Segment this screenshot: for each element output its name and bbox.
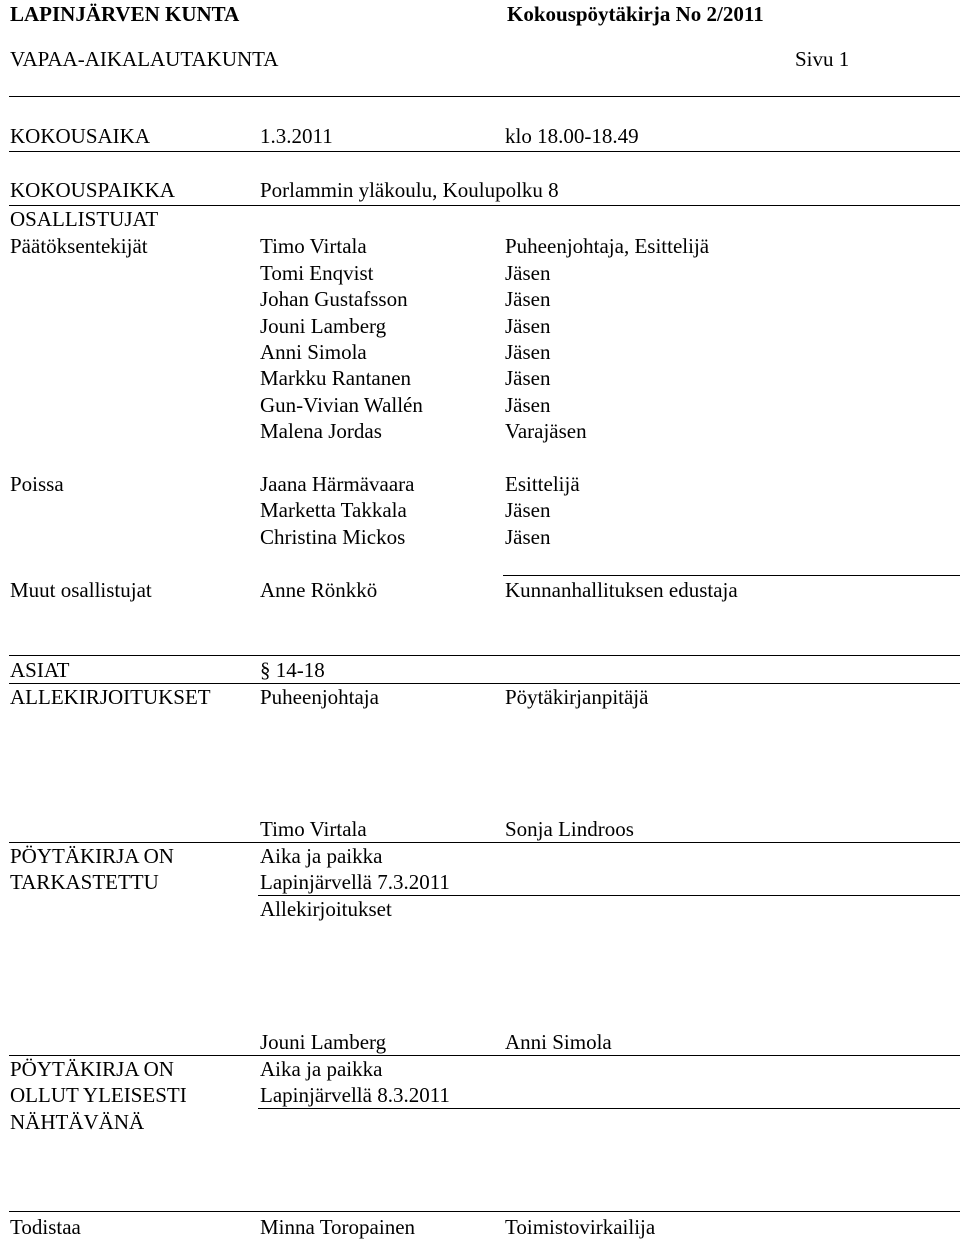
matters-label: ASIAT — [10, 658, 70, 682]
org-name: LAPINJÄRVEN KUNTA — [10, 2, 240, 26]
decider-role: Jäsen — [505, 393, 551, 417]
absent-role: Jäsen — [505, 525, 551, 549]
chair-name: Timo Virtala — [260, 817, 367, 841]
decider-name: Malena Jordas — [260, 419, 382, 443]
time-divider — [9, 151, 960, 152]
meeting-date: 1.3.2011 — [260, 124, 333, 148]
matters-range: § 14-18 — [260, 658, 325, 682]
document-title: Kokouspöytäkirja No 2/2011 — [507, 2, 764, 26]
meeting-place: Porlammin yläkoulu, Koulupolku 8 — [260, 178, 559, 202]
committee-name: VAPAA-AIKALAUTAKUNTA — [10, 47, 279, 71]
checked-label-line1: PÖYTÄKIRJA ON — [10, 844, 174, 868]
decider-name: Timo Virtala — [260, 234, 367, 258]
checked-sign-divider — [258, 895, 960, 896]
decider-role: Varajäsen — [505, 419, 587, 443]
public-label-line3: NÄHTÄVÄNÄ — [10, 1110, 145, 1134]
meeting-clock: klo 18.00-18.49 — [505, 124, 639, 148]
decider-role: Jäsen — [505, 314, 551, 338]
decider-name: Markku Rantanen — [260, 366, 412, 390]
checker-name: Jouni Lamberg — [260, 1030, 387, 1054]
signatures-label: ALLEKIRJOITUKSET — [10, 685, 211, 709]
public-sign-divider — [258, 1108, 960, 1109]
secretary-name: Sonja Lindroos — [505, 817, 634, 841]
checked-top-divider — [9, 842, 960, 843]
other-participant-name: Anne Rönkkö — [260, 578, 378, 602]
certify-name: Minna Toropainen — [260, 1215, 416, 1239]
decider-name: Gun-Vivian Wallén — [260, 393, 423, 417]
secretary-label: Pöytäkirjanpitäjä — [505, 685, 649, 709]
public-top-divider — [9, 1055, 960, 1056]
public-time-place-label: Aika ja paikka — [260, 1057, 383, 1081]
place-divider — [9, 205, 960, 206]
decider-role: Jäsen — [505, 340, 551, 364]
absent-role: Esittelijä — [505, 472, 580, 496]
others-divider — [503, 575, 960, 576]
certify-title: Toimistovirkailija — [505, 1215, 656, 1239]
decider-role: Jäsen — [505, 287, 551, 311]
matters-bottom-divider — [9, 683, 960, 684]
absent-role: Jäsen — [505, 498, 551, 522]
header-divider — [9, 96, 960, 97]
meeting-time-label: KOKOUSAIKA — [10, 124, 150, 148]
page-number: Sivu 1 — [795, 47, 850, 71]
public-label-line2: OLLUT YLEISESTI — [10, 1083, 187, 1107]
decider-name: Anni Simola — [260, 340, 367, 364]
participants-title: OSALLISTUJAT — [10, 207, 159, 231]
checked-signatures-label: Allekirjoitukset — [260, 897, 392, 921]
absent-name: Christina Mickos — [260, 525, 406, 549]
decider-name: Tomi Enqvist — [260, 261, 374, 285]
others-label: Muut osallistujat — [10, 578, 152, 602]
absent-name: Marketta Takkala — [260, 498, 407, 522]
decider-role: Puheenjohtaja, Esittelijä — [505, 234, 710, 258]
decider-name: Jouni Lamberg — [260, 314, 387, 338]
matters-top-divider — [9, 655, 960, 656]
certify-divider — [9, 1211, 960, 1212]
decider-role: Jäsen — [505, 261, 551, 285]
checked-time-place-label: Aika ja paikka — [260, 844, 383, 868]
certify-label: Todistaa — [10, 1215, 81, 1239]
absent-label: Poissa — [10, 472, 64, 496]
absent-name: Jaana Härmävaara — [260, 472, 415, 496]
checked-label-line2: TARKASTETTU — [10, 870, 159, 894]
other-participant-role: Kunnanhallituksen edustaja — [505, 578, 738, 602]
public-label-line1: PÖYTÄKIRJA ON — [10, 1057, 174, 1081]
decider-role: Jäsen — [505, 366, 551, 390]
meeting-place-label: KOKOUSPAIKKA — [10, 178, 175, 202]
public-time-place: Lapinjärvellä 8.3.2011 — [260, 1083, 450, 1107]
checked-time-place: Lapinjärvellä 7.3.2011 — [260, 870, 450, 894]
deciders-label: Päätöksentekijät — [10, 234, 148, 258]
checker-name: Anni Simola — [505, 1030, 612, 1054]
chair-label: Puheenjohtaja — [260, 685, 379, 709]
decider-name: Johan Gustafsson — [260, 287, 408, 311]
